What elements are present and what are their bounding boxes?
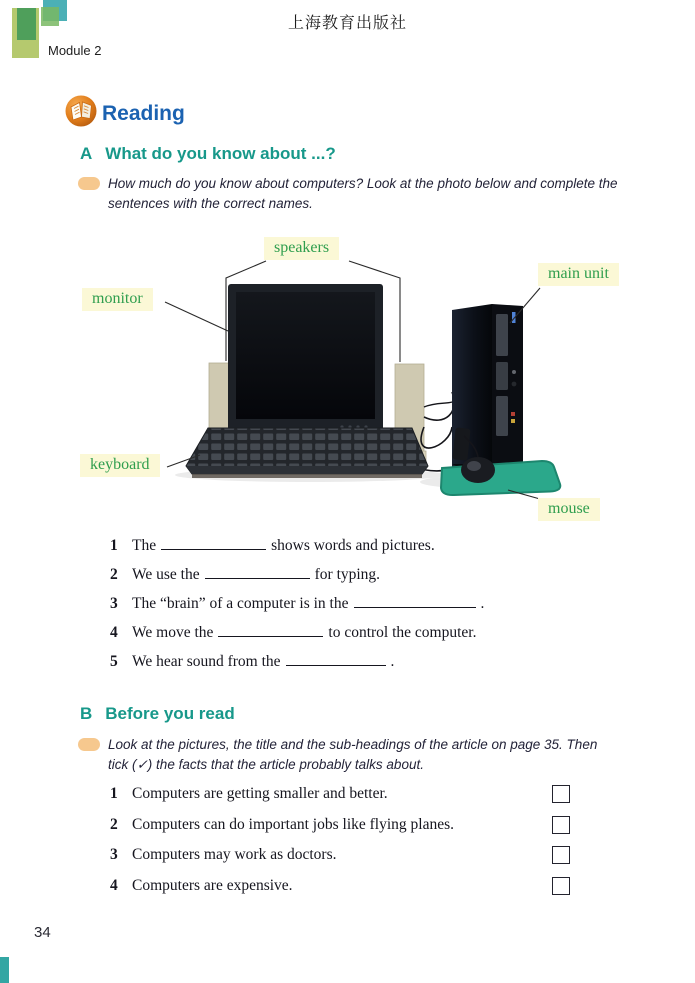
- label-mouse: mouse: [538, 498, 600, 521]
- checklist-item-4: [110, 877, 570, 908]
- page-number: 34: [34, 924, 51, 941]
- fill-blank: [354, 594, 476, 608]
- item-number: 1: [110, 785, 118, 802]
- sentence-1: [110, 536, 580, 565]
- sentence-number: 1: [110, 537, 118, 554]
- label-main-unit: main unit: [538, 263, 619, 286]
- computer-photo: [80, 232, 640, 532]
- tick-checkbox[interactable]: [552, 816, 570, 834]
- checklist-item-2: [110, 816, 570, 847]
- section-a-title: What do you know about ...?: [105, 144, 336, 163]
- instruction-bullet-icon: [78, 738, 100, 751]
- fill-blank: [218, 623, 323, 637]
- item-text: Computers can do important jobs like flying planes.: [132, 815, 455, 833]
- section-a-heading: [80, 144, 336, 164]
- section-b-heading: [80, 704, 235, 724]
- section-b-letter: B: [80, 704, 93, 723]
- sentence-text-pre: We move the: [132, 624, 214, 641]
- sentence-5: [110, 652, 580, 681]
- label-speakers: speakers: [264, 237, 339, 260]
- label-monitor: monitor: [82, 288, 153, 311]
- tick-checkbox[interactable]: [552, 877, 570, 895]
- checklist-item-3: [110, 846, 570, 877]
- page-edge-tab: [0, 957, 9, 983]
- reading-banner: [64, 94, 185, 133]
- section-a-instruction: [78, 174, 623, 214]
- module-label: Module 2: [48, 43, 102, 58]
- item-number: 2: [110, 815, 118, 833]
- instruction-text: Look at the pictures, the title and the sub-headings of the article on page 35. Then tick (✓) the facts that the article probably talks about.: [108, 737, 598, 772]
- sentence-text-post: .: [480, 595, 485, 612]
- sentence-number: 2: [110, 566, 118, 583]
- sentence-text-post: shows words and pictures.: [271, 537, 435, 554]
- publisher-title: 上海教育出版社: [287, 15, 407, 32]
- section-b-instruction: [78, 735, 623, 775]
- sentence-number: 4: [110, 624, 118, 641]
- sentence-4: [110, 623, 580, 652]
- reading-title: Reading: [102, 101, 185, 125]
- open-book-icon: [64, 94, 98, 133]
- sentence-text-post: for typing.: [314, 566, 381, 583]
- instruction-bullet-icon: [78, 177, 100, 190]
- tick-checkbox[interactable]: [552, 785, 570, 803]
- tick-checkbox[interactable]: [552, 846, 570, 864]
- item-number: 3: [110, 846, 118, 863]
- sentence-text-pre: The “brain” of a computer is in the: [132, 595, 349, 612]
- item-number: 4: [110, 876, 118, 894]
- label-keyboard: keyboard: [80, 454, 160, 477]
- section-a-letter: A: [80, 144, 93, 163]
- sentence-2: [110, 565, 580, 594]
- sentence-text-post: .: [390, 653, 395, 670]
- sentence-text-post: to control the computer.: [328, 624, 477, 641]
- item-text: Computers are expensive.: [132, 876, 293, 894]
- sentence-text-pre: We hear sound from the: [132, 653, 281, 670]
- tick-checklist: [110, 785, 570, 907]
- sentence-3: [110, 594, 580, 623]
- sentence-text-pre: We use the: [132, 566, 200, 583]
- fill-blank: [205, 565, 310, 579]
- instruction-text: How much do you know about computers? Look at the photo below and complete the sentences with the correct names.: [108, 176, 618, 211]
- item-text: Computers are getting smaller and better.: [132, 785, 388, 802]
- fill-blank: [161, 536, 266, 550]
- sentence-number: 5: [110, 653, 118, 670]
- sentence-text-pre: The: [132, 537, 157, 554]
- section-b-title: Before you read: [105, 704, 235, 723]
- sentence-number: 3: [110, 595, 118, 612]
- checklist-item-1: [110, 785, 570, 816]
- fill-blank: [286, 652, 386, 666]
- item-text: Computers may work as doctors.: [132, 846, 337, 863]
- fill-in-sentences: [110, 536, 580, 681]
